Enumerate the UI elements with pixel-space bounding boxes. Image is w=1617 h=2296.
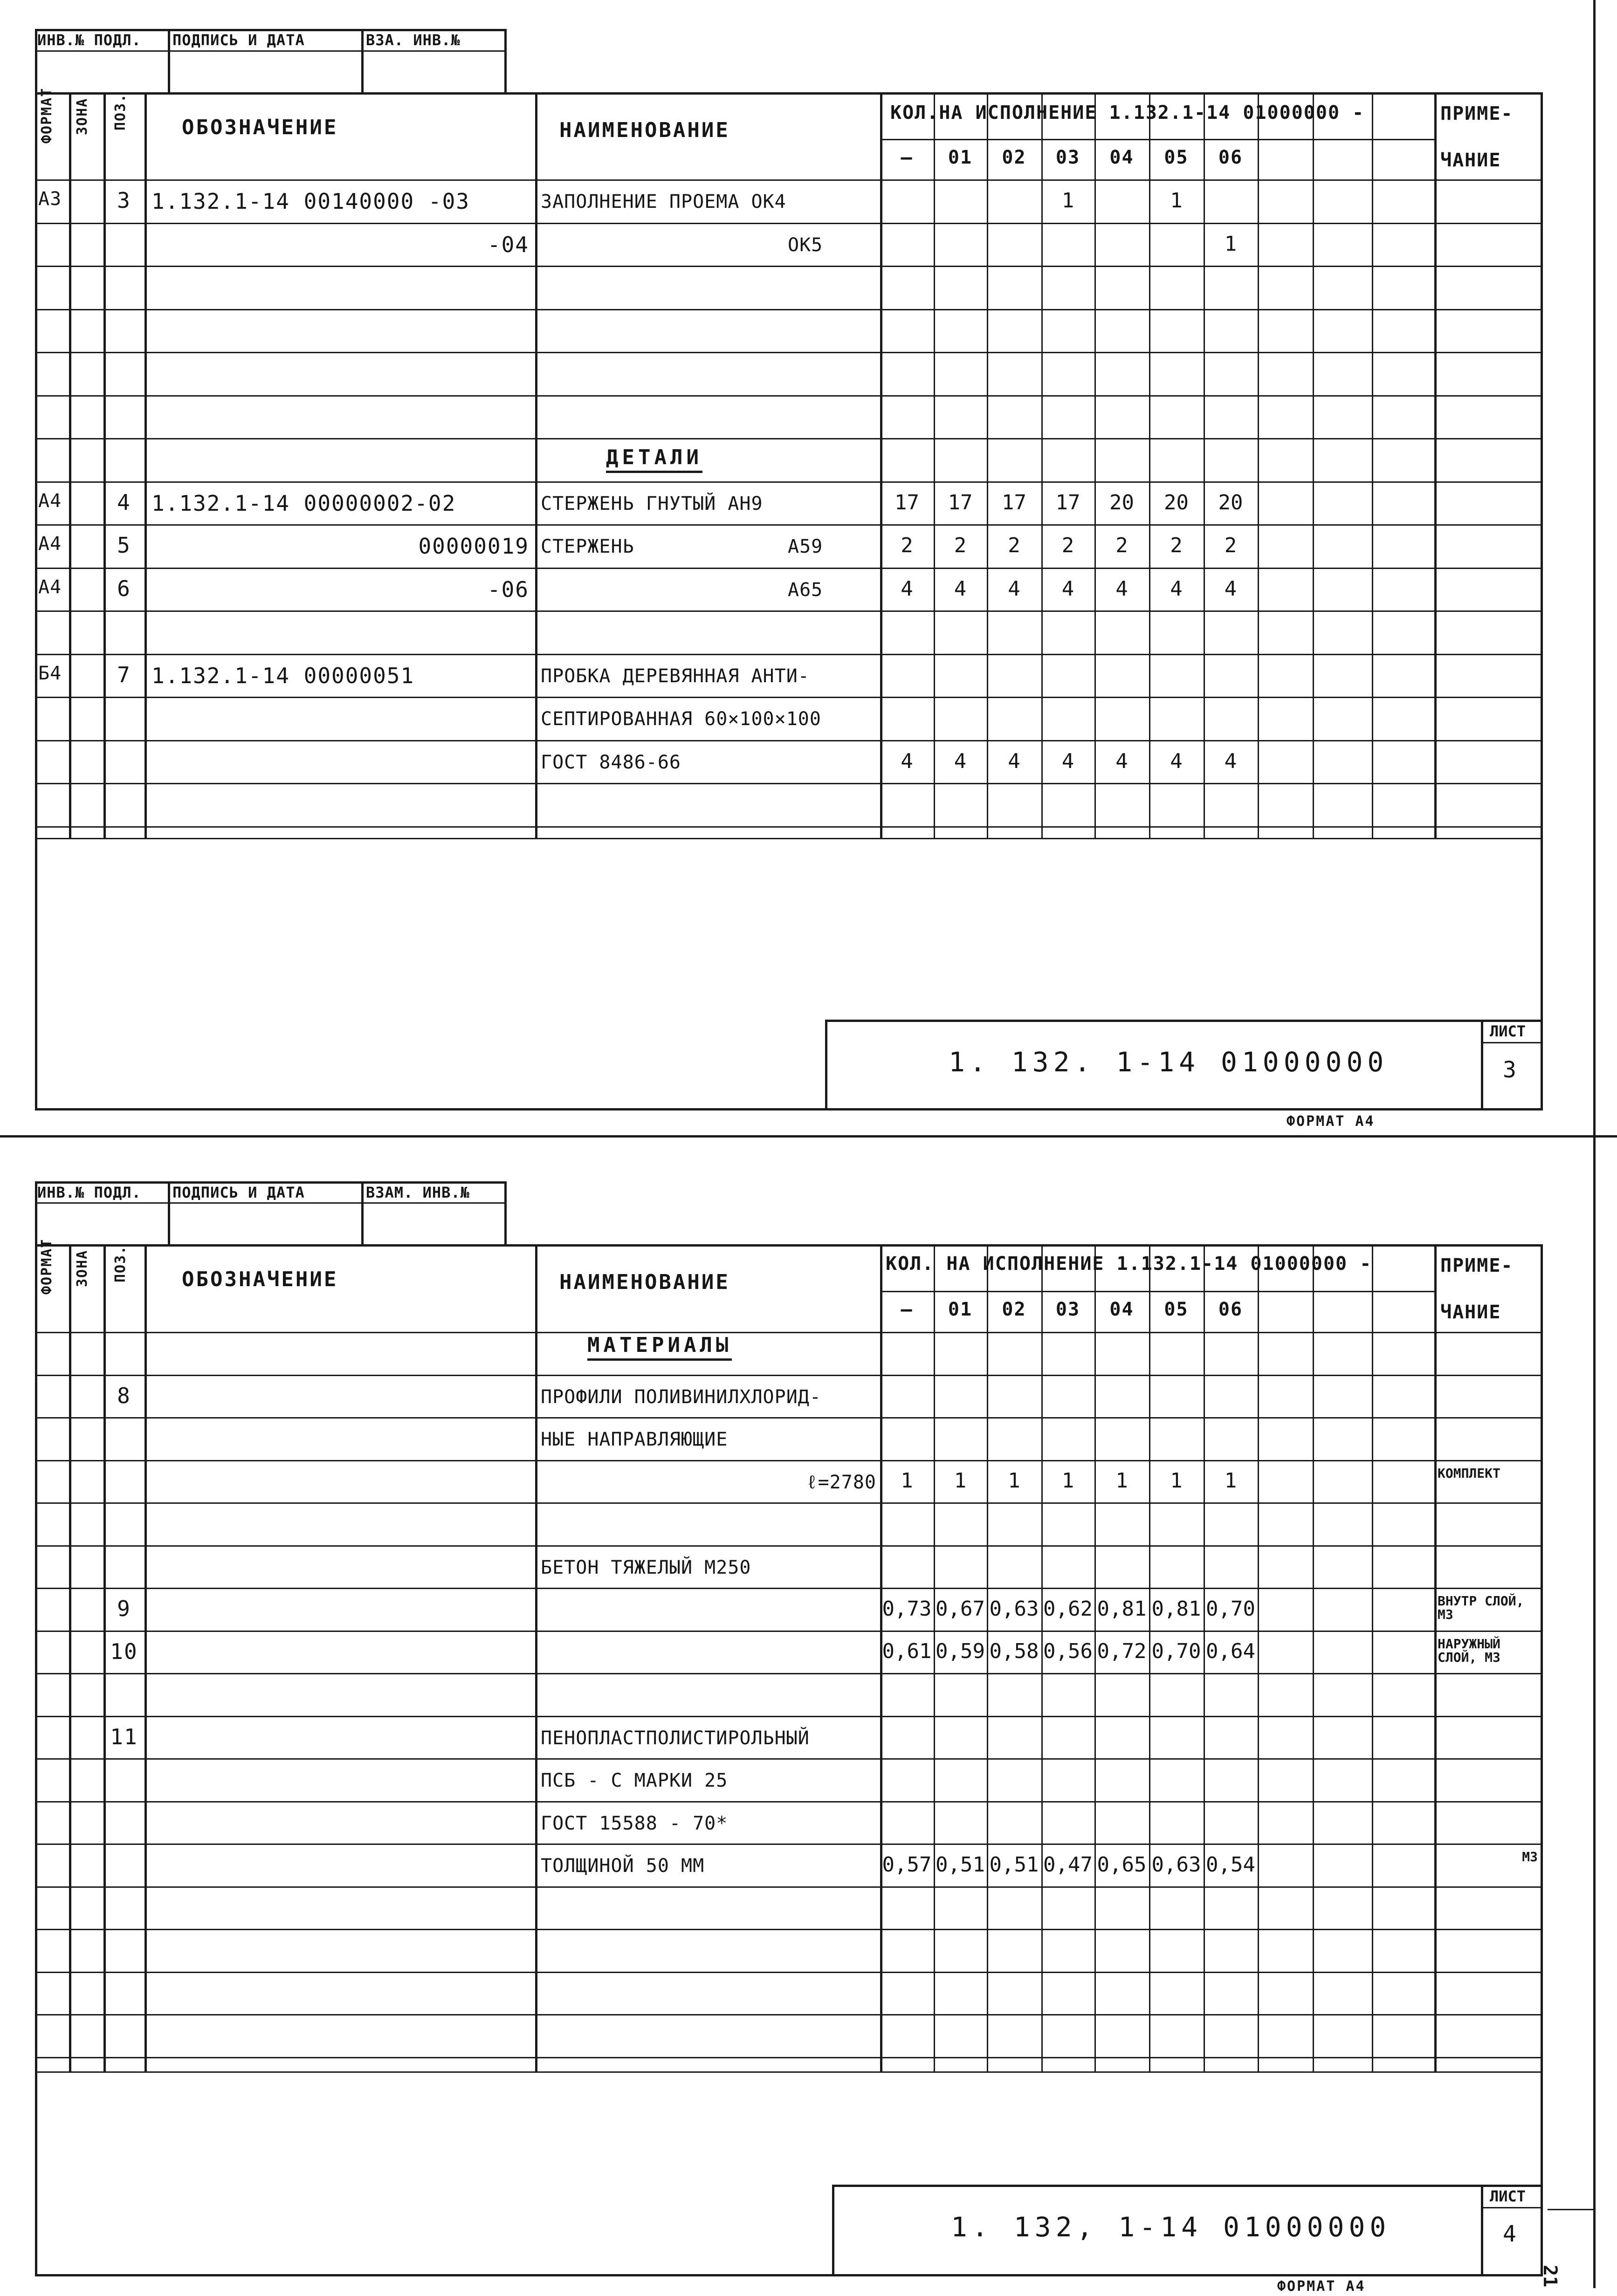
quantity-cell: 1 xyxy=(1224,1469,1237,1493)
quantity-cell: 4 xyxy=(1008,576,1020,601)
row-line xyxy=(35,1758,1543,1760)
quantity-cell: 2 xyxy=(1115,534,1128,558)
name-suffix: А59 xyxy=(788,536,823,557)
titleblock-divider xyxy=(1481,1020,1483,1109)
row-line xyxy=(35,1673,1543,1674)
quantity-cell: 4 xyxy=(901,749,913,773)
row-line xyxy=(35,697,1543,698)
quantity-cell: 4 xyxy=(1061,576,1074,601)
row-line xyxy=(35,1844,1543,1845)
section-materials: МАТЕРИАЛЫ xyxy=(587,1335,732,1361)
stamp-divider xyxy=(168,1181,170,1246)
quantity-cell: 0,61 xyxy=(882,1639,932,1664)
variant-label: — xyxy=(901,1299,913,1320)
titleblock-divider xyxy=(1481,2185,1483,2275)
variant-header-line xyxy=(880,1291,1435,1292)
quantity-cell: 17 xyxy=(1002,490,1026,514)
quantity-cell: 1 xyxy=(1224,232,1237,256)
format-cell: Б4 xyxy=(38,662,62,684)
quantity-cell: 0,51 xyxy=(989,1852,1039,1877)
col-line xyxy=(1434,1244,1437,2071)
variant-label: 01 xyxy=(948,1299,973,1320)
pos-cell: 4 xyxy=(117,489,131,515)
variant-col-line xyxy=(1372,92,1373,139)
list-number: 3 xyxy=(1503,1057,1516,1083)
row-line xyxy=(35,783,1543,784)
quantity-cell: 0,57 xyxy=(882,1852,932,1877)
quantity-cell: 4 xyxy=(1224,749,1237,773)
frame-left xyxy=(35,29,37,1109)
row-line xyxy=(35,1972,1543,1973)
note-cell: КОМПЛЕКТ xyxy=(1438,1465,1500,1481)
quantity-cell: 2 xyxy=(1008,534,1020,558)
quantity-cell: 4 xyxy=(1170,576,1183,601)
variant-col-line xyxy=(1372,1244,1373,1291)
designation-suffix: 00000019 xyxy=(418,534,529,559)
hdr-prime: ПРИМЕ- xyxy=(1440,1255,1514,1276)
quantity-cell: 20 xyxy=(1109,490,1134,514)
hdr-naimenovanie: НАИМЕНОВАНИЕ xyxy=(559,1270,730,1294)
row-line xyxy=(35,1375,1543,1376)
quantity-cell: 4 xyxy=(1224,576,1237,601)
stamp-divider xyxy=(361,1181,364,1246)
stamp-inv-podl: ИНВ.№ ПОДЛ. xyxy=(37,1184,141,1201)
frame-bottom xyxy=(35,2274,1543,2276)
row-line xyxy=(35,309,1543,310)
quantity-cell: 0,58 xyxy=(989,1639,1039,1664)
name-suffix: А65 xyxy=(788,579,823,601)
row-line xyxy=(35,2071,1543,2073)
hdr-format: ФОРМАТ xyxy=(39,87,55,144)
quantity-cell: 2 xyxy=(1224,534,1237,558)
quantity-cell: 1 xyxy=(1061,1469,1074,1493)
titleblock-left xyxy=(832,2185,834,2275)
variant-col-line xyxy=(987,1291,988,2071)
hdr-naimenovanie: НАИМЕНОВАНИЕ xyxy=(559,118,730,142)
quantity-cell: 0,59 xyxy=(936,1639,985,1664)
row-line xyxy=(35,1588,1543,1589)
quantity-cell: 4 xyxy=(901,576,913,601)
quantity-cell: 0,51 xyxy=(936,1852,985,1877)
row-line xyxy=(35,1801,1543,1803)
hdr-prime: ПРИМЕ- xyxy=(1440,103,1514,124)
quantity-cell: 2 xyxy=(1061,534,1074,558)
pos-cell: 3 xyxy=(117,188,131,213)
section-details: ДЕТАЛИ xyxy=(606,447,702,473)
note-cell: НАРУЖНЫЙ СЛОЙ, М3 xyxy=(1438,1636,1500,1665)
document-number: 1. 132, 1-14 01000000 xyxy=(951,2211,1391,2243)
name-cell: ПРОФИЛИ ПОЛИВИНИЛХЛОРИД- xyxy=(541,1386,821,1408)
name-cell: СЕПТИРОВАННАЯ 60×100×100 xyxy=(541,708,821,730)
quantity-cell: 0,81 xyxy=(1097,1597,1147,1621)
name-cell: ЗАПОЛНЕНИЕ ПРОЕМА ОК4 xyxy=(541,191,786,212)
titleblock-top xyxy=(832,2185,1543,2187)
hdr-poz: ПОЗ. xyxy=(112,93,129,130)
stamp-divider xyxy=(504,29,507,93)
quantity-cell: 17 xyxy=(948,490,973,514)
stamp-mid-line xyxy=(35,50,506,52)
row-line xyxy=(35,395,1543,397)
variant-label: 03 xyxy=(1055,147,1080,168)
hdr-chanie: ЧАНИЕ xyxy=(1440,150,1501,171)
quantity-cell: 20 xyxy=(1164,490,1189,514)
quantity-cell: 0,67 xyxy=(936,1597,985,1621)
hdr-chanie: ЧАНИЕ xyxy=(1440,1302,1501,1323)
quantity-cell: 1 xyxy=(1170,189,1183,213)
hdr-oboznachenie: ОБОЗНАЧЕНИЕ xyxy=(182,1268,338,1291)
row-line xyxy=(35,438,1543,439)
note-cell: М3 xyxy=(1522,1849,1538,1864)
col-line xyxy=(880,92,882,838)
name-suffix: ОК5 xyxy=(788,234,823,256)
stamp-podpis: ПОДПИСЬ И ДАТА xyxy=(172,31,305,49)
quantity-cell: 0,64 xyxy=(1206,1639,1255,1664)
row-line xyxy=(35,266,1543,267)
document-number: 1. 132. 1-14 01000000 xyxy=(949,1046,1389,1078)
format-label: ФОРМАТ А4 xyxy=(1277,2278,1366,2295)
col-line xyxy=(144,1244,147,2071)
quantity-cell: 4 xyxy=(1008,749,1020,773)
quantity-cell: 17 xyxy=(1055,490,1080,514)
page-number: 21 xyxy=(1539,2265,1561,2288)
quantity-cell: 1 xyxy=(901,1469,913,1493)
stamp-inv-podl: ИНВ.№ ПОДЛ. xyxy=(37,31,141,49)
quantity-cell: 1 xyxy=(1061,189,1074,213)
name-cell: ГОСТ 8486-66 xyxy=(541,751,681,773)
list-label: ЛИСТ xyxy=(1490,1022,1526,1040)
variant-col-line xyxy=(1149,1291,1150,2071)
variant-label: 04 xyxy=(1109,1299,1134,1320)
name-cell: ПСБ - С МАРКИ 25 xyxy=(541,1770,728,1791)
designation-suffix: -06 xyxy=(487,576,529,602)
quantity-cell: 0,81 xyxy=(1151,1597,1201,1621)
variant-col-line xyxy=(1372,1291,1373,2071)
page-box-line xyxy=(1548,2209,1594,2210)
quantity-cell: 0,62 xyxy=(1043,1597,1093,1621)
designation-cell: 1.132.1-14 00000002-02 xyxy=(151,490,456,516)
pos-cell: 9 xyxy=(117,1596,131,1621)
designation-cell: 1.132.1-14 00140000 -03 xyxy=(151,189,470,214)
row-line xyxy=(35,223,1543,224)
quantity-cell: 1 xyxy=(954,1469,967,1493)
name-cell: НЫЕ НАПРАВЛЯЮЩИЕ xyxy=(541,1429,728,1450)
quantity-cell: 0,70 xyxy=(1151,1639,1201,1664)
designation-cell: 1.132.1-14 00000051 xyxy=(151,663,415,688)
name-cell: СТЕРЖЕНЬ ГНУТЫЙ АН9 xyxy=(541,493,763,514)
row-line xyxy=(35,1631,1543,1632)
col-line xyxy=(535,1244,537,2071)
row-line xyxy=(35,352,1543,353)
row-line xyxy=(35,1332,1543,1333)
note-cell: ВНУТР СЛОЙ, М3 xyxy=(1438,1593,1524,1623)
quantity-cell: 2 xyxy=(954,534,967,558)
row-line xyxy=(35,654,1543,655)
name-suffix: ℓ=2780 xyxy=(806,1471,876,1493)
quantity-cell: 0,72 xyxy=(1097,1639,1147,1664)
name-cell: ПРОБКА ДЕРЕВЯННАЯ АНТИ- xyxy=(541,665,810,687)
designation-suffix: -04 xyxy=(487,232,529,257)
variant-label: 01 xyxy=(948,147,973,168)
hdr-zona: ЗОНА xyxy=(74,97,90,135)
pos-cell: 8 xyxy=(117,1383,131,1408)
variant-col-line xyxy=(934,1291,935,2071)
name-cell: СТЕРЖЕНЬ xyxy=(541,536,634,557)
stamp-podpis: ПОДПИСЬ И ДАТА xyxy=(172,1184,305,1201)
variant-col-line xyxy=(1258,1291,1259,2071)
quantity-cell: 4 xyxy=(1115,576,1128,601)
spec-sheet-3 xyxy=(0,0,1617,1137)
quantity-cell: 0,63 xyxy=(989,1597,1039,1621)
frame-left xyxy=(35,1181,37,2274)
variant-label: 06 xyxy=(1218,1299,1243,1320)
quantity-cell: 0,47 xyxy=(1043,1852,1093,1877)
name-cell: ПЕНОПЛАСТПОЛИСТИРОЛЬНЫЙ xyxy=(541,1727,810,1749)
variant-label: 03 xyxy=(1055,1299,1080,1320)
pos-cell: 10 xyxy=(110,1638,138,1664)
variant-label: — xyxy=(901,147,913,168)
row-line xyxy=(35,1417,1543,1419)
table-top xyxy=(35,92,1543,95)
frame-bottom xyxy=(35,1108,1543,1110)
stamp-divider xyxy=(504,1181,507,1246)
pos-cell: 6 xyxy=(117,576,131,601)
titleblock-top xyxy=(825,1020,1543,1022)
quantity-cell: 2 xyxy=(901,534,913,558)
variant-col-line xyxy=(1041,1291,1043,2071)
row-line xyxy=(35,481,1543,483)
row-line xyxy=(35,610,1543,612)
quantity-cell: 0,70 xyxy=(1206,1597,1255,1621)
hdr-zona: ЗОНА xyxy=(74,1249,90,1287)
variant-label: 06 xyxy=(1218,147,1243,168)
col-line xyxy=(144,92,147,838)
quantity-cell: 4 xyxy=(954,576,967,601)
spec-sheet-4 xyxy=(0,1137,1617,2296)
row-line xyxy=(35,179,1543,181)
hdr-kol: КОЛ. НА ИСПОЛНЕНИЕ 1.132.1-14 01000000 - xyxy=(886,1253,1372,1275)
name-cell: БЕТОН ТЯЖЕЛЫЙ М250 xyxy=(541,1556,751,1578)
row-line xyxy=(35,838,1543,839)
variant-label: 02 xyxy=(1002,1299,1026,1320)
variant-col-line xyxy=(1313,1291,1314,2071)
list-label-line xyxy=(1481,2207,1541,2208)
row-line xyxy=(35,1460,1543,1461)
binding-line xyxy=(1593,1137,1596,2288)
format-cell: А4 xyxy=(38,490,62,512)
col-line xyxy=(69,92,71,838)
format-cell: А4 xyxy=(38,576,62,598)
quantity-cell: 1 xyxy=(1170,1469,1183,1493)
variant-col-line xyxy=(1094,1291,1096,2071)
quantity-cell: 20 xyxy=(1218,490,1243,514)
quantity-cell: 4 xyxy=(1061,749,1074,773)
stamp-vzam: ВЗАМ. ИНВ.№ xyxy=(366,1184,470,1201)
name-cell: ГОСТ 15588 - 70* xyxy=(541,1812,728,1834)
quantity-cell: 1 xyxy=(1115,1469,1128,1493)
format-label: ФОРМАТ А4 xyxy=(1287,1113,1375,1130)
pos-cell: 5 xyxy=(117,533,131,558)
stamp-divider xyxy=(361,29,364,93)
format-cell: А3 xyxy=(38,188,62,210)
table-top xyxy=(35,1244,1543,1247)
col-line xyxy=(535,92,537,838)
stamp-mid-line xyxy=(35,1202,506,1204)
row-line xyxy=(35,524,1543,526)
quantity-cell: 0,54 xyxy=(1206,1852,1255,1877)
quantity-cell: 4 xyxy=(1115,749,1128,773)
stamp-vzam: ВЗА. ИНВ.№ xyxy=(366,31,461,49)
row-line xyxy=(35,740,1543,741)
stamp-divider xyxy=(168,29,170,93)
frame-right xyxy=(1541,1245,1543,2274)
variant-col-line xyxy=(1204,1291,1205,2071)
name-cell: ТОЛЩИНОЙ 50 ММ xyxy=(541,1855,705,1877)
row-line xyxy=(35,826,1543,828)
quantity-cell: 0,63 xyxy=(1151,1852,1201,1877)
row-line xyxy=(35,1716,1543,1717)
variant-header-line xyxy=(880,139,1435,140)
variant-label: 02 xyxy=(1002,147,1026,168)
row-line xyxy=(35,2014,1543,2015)
quantity-cell: 0,65 xyxy=(1097,1852,1147,1877)
hdr-poz: ПОЗ. xyxy=(112,1245,129,1282)
quantity-cell: 17 xyxy=(895,490,919,514)
list-label-line xyxy=(1481,1042,1541,1043)
pos-cell: 7 xyxy=(117,662,131,687)
list-number: 4 xyxy=(1503,2221,1516,2247)
quantity-cell: 2 xyxy=(1170,534,1183,558)
pos-cell: 11 xyxy=(110,1724,138,1749)
col-line xyxy=(69,1244,71,2071)
variant-label: 05 xyxy=(1164,147,1189,168)
row-line xyxy=(35,2057,1543,2058)
col-line xyxy=(1434,92,1437,838)
hdr-oboznachenie: ОБОЗНАЧЕНИЕ xyxy=(182,116,338,139)
row-line xyxy=(35,1502,1543,1504)
quantity-cell: 0,73 xyxy=(882,1597,932,1621)
variant-label: 05 xyxy=(1164,1299,1189,1320)
binding-line xyxy=(1593,0,1596,1137)
quantity-cell: 4 xyxy=(954,749,967,773)
quantity-cell: 0,56 xyxy=(1043,1639,1093,1664)
row-line xyxy=(35,568,1543,569)
variant-label: 04 xyxy=(1109,147,1134,168)
format-cell: А4 xyxy=(38,533,62,555)
row-line xyxy=(35,1886,1543,1888)
quantity-cell: 1 xyxy=(1008,1469,1020,1493)
titleblock-left xyxy=(825,1020,827,1109)
hdr-format: ФОРМАТ xyxy=(39,1238,55,1295)
row-line xyxy=(35,1545,1543,1547)
list-label: ЛИСТ xyxy=(1490,2187,1526,2205)
hdr-kol: КОЛ.НА ИСПОЛНЕНИЕ 1.132.1-14 01000000 - xyxy=(890,102,1365,123)
quantity-cell: 4 xyxy=(1170,749,1183,773)
row-line xyxy=(35,1929,1543,1930)
